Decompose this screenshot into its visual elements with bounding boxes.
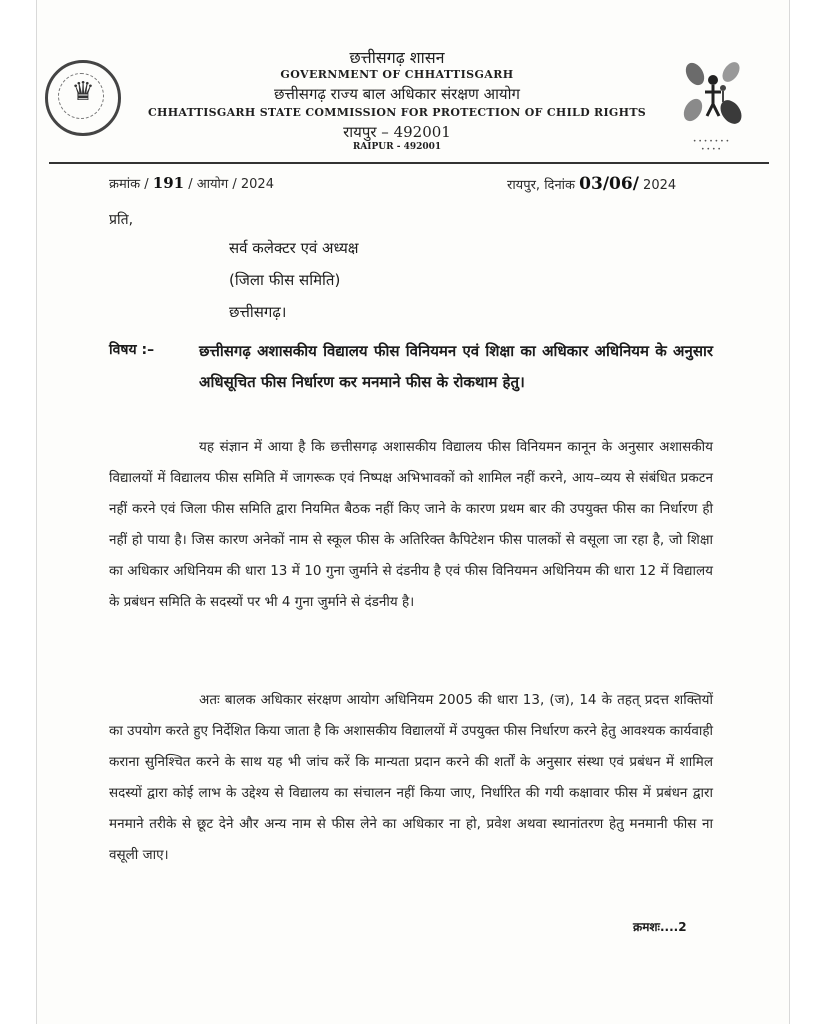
date-handwritten: 03/06/ — [579, 174, 639, 194]
reference-number — [109, 174, 274, 192]
subject-label: विषय :– — [109, 342, 155, 358]
ref-number-handwritten: 191 — [152, 174, 185, 192]
header-divider — [49, 162, 769, 164]
to-label: प्रति, — [109, 212, 134, 228]
addressee-line-3: छत्तीसगढ़। — [229, 303, 287, 321]
ref-suffix: / आयोग / 2024 — [188, 177, 274, 192]
date-year: 2024 — [643, 178, 677, 193]
state-govt-hindi: छत्तीसगढ़ शासन — [349, 48, 445, 67]
commission-logo-icon — [673, 54, 753, 134]
state-govt-english: GOVERNMENT OF CHHATTISGARH — [280, 68, 514, 81]
body-paragraph-1: यह संज्ञान में आया है कि छत्तीसगढ़ अशासकीय विद्यालय फीस विनियमन कानून के अनुसार अशासकीय विद्यालयों में विद्यालय फीस समिति में जागरूक एवं निष्पक्ष अभिभावकों को शामिल नहीं करने, आय–व्यय से संबंधित प्रकटन नहीं करने एवं जिला फीस समिति द्वारा नियमित बैठक नहीं किए जाने के कारण प्रथम बार की उपयुक्त फीस का निर्धारण ही नहीं हो पाया है। जिस कारण अनेकों नाम से स्कूल फीस के अतिरिक्त कैपिटेशन फीस पालकों से वसूला जा रहा है, जो शिक्षा का अधिकार अधिनियम की धारा 13 में 10 गुना जुर्माने से दंडनीय है एवं फीस विनियमन अधिनियम की धारा 12 में विद्यालय के प्रबंधन समिति के सदस्यों पर भी 4 गुना जुर्माने से दंडनीय है। — [109, 439, 713, 610]
commission-english: CHHATTISGARH STATE COMMISSION FOR PROTECTION OF CHILD RIGHTS — [147, 106, 647, 119]
logo-caption-mark: • • • • • • • • • • • — [692, 138, 730, 153]
ref-prefix: क्रमांक / — [109, 177, 149, 192]
letter-page — [36, 0, 790, 1024]
emblem-lions-glyph: ♛ — [71, 77, 95, 107]
letterhead — [37, 40, 789, 165]
continued-marker: क्रमशः....2 — [633, 920, 687, 934]
subject-text: छत्तीसगढ़ अशासकीय विद्यालय फीस विनियमन एवं शिक्षा का अधिकार अधिनियम के अनुसार अधिसूचित फीस निर्धारण कर मनमाने फीस के रोकथाम हेतु। — [199, 342, 713, 391]
state-emblem-icon — [45, 60, 121, 136]
commission-hindi: छत्तीसगढ़ राज्य बाल अधिकार संरक्षण आयोग — [274, 85, 520, 103]
city-hindi: रायपुर – 492001 — [343, 123, 451, 141]
addressee-line-2: (जिला फीस समिति) — [229, 271, 341, 289]
body-paragraph-2: अतः बालक अधिकार संरक्षण आयोग अधिनियम 2005 की धारा 13, (ज), 14 के तहत् प्रदत्त शक्तियों का उपयोग करते हुए निर्देशित किया जाता है कि अशासकीय विद्यालयों में उपयुक्त फीस निर्धारण करने हेतु आवश्यक कार्यवाही कराना सुनिश्चित करने के साथ यह भी जांच करें कि मान्यता प्रदान करने की शर्तों के अनुसार संस्था एवं प्रबंधन में शामिल सदस्यों द्वारा कोई लाभ के उद्देश्य से विद्यालय का संचालन नहीं किया जाए, निर्धारित की गयी कक्षावार फीस में प्रबंधन द्वारा मनमाने तरीके से छूट देने और अन्य नाम से फीस लेने का अधिकार ना हो, प्रवेश अथवा स्थानांतरण हेतु मनमानी फीस ना वसूली जाए। — [109, 692, 713, 863]
addressee-line-1: सर्व कलेक्टर एवं अध्यक्ष — [229, 239, 359, 257]
letter-date — [507, 174, 676, 194]
date-prefix: रायपुर, दिनांक — [507, 178, 576, 193]
city-english: RAIPUR - 492001 — [352, 142, 442, 152]
